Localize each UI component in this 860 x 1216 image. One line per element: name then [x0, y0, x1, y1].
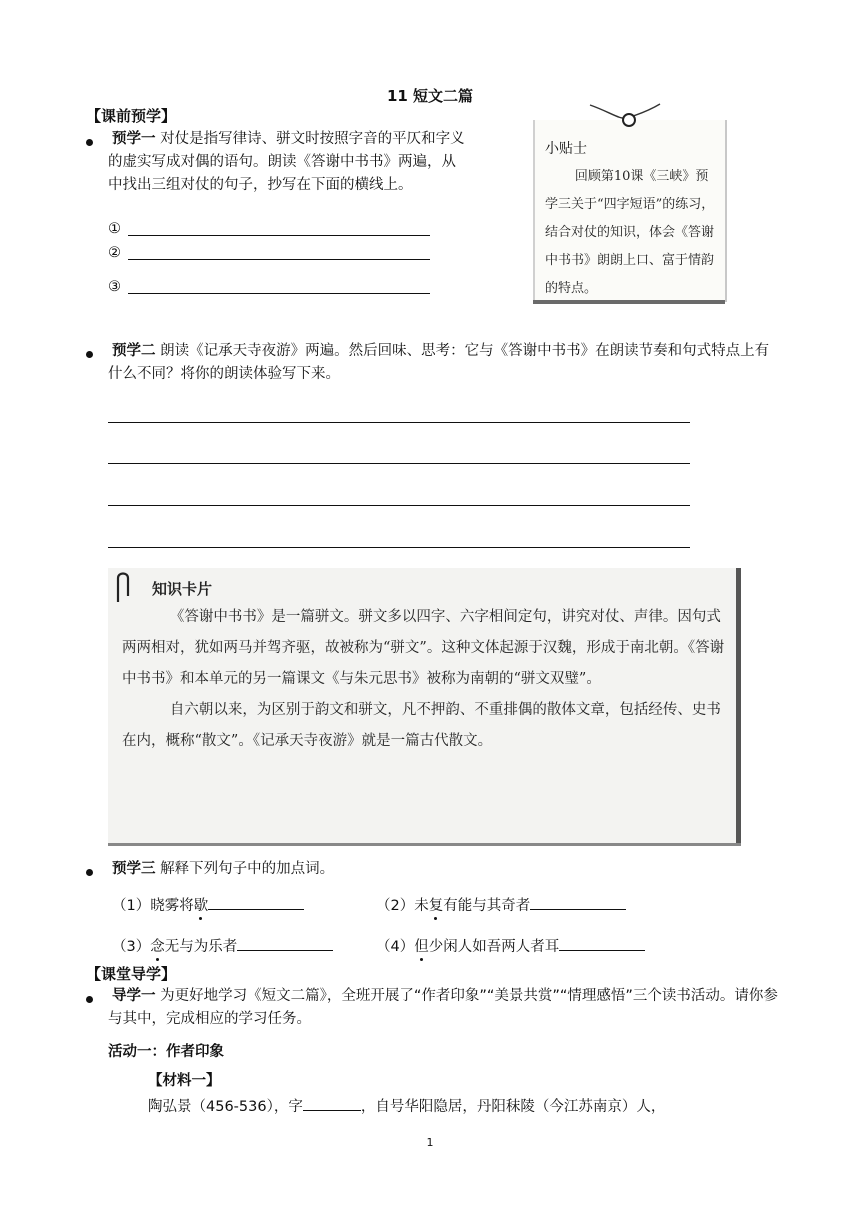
writing-line[interactable]: [108, 505, 690, 506]
tip-title: 小贴士: [545, 141, 587, 157]
question-3-text: （3）: [112, 939, 151, 955]
question-4: [376, 934, 645, 959]
string-tag-icon: [585, 100, 665, 130]
material-1-heading: 【材料一】: [148, 1073, 221, 1089]
tip-text: 回顾第10课《三峡》预学三关于“四字短语”的练习，结合对仗的知识，体会《答谢中书书》朗朗上口、富于情韵的特点。: [545, 169, 715, 296]
answer-line-1[interactable]: [128, 235, 430, 236]
knowledge-card-text: [122, 602, 730, 757]
page-number: 1: [426, 1136, 434, 1149]
page-title: 11 短文二篇: [386, 87, 474, 105]
question-2-text-rest: 有能与其奇者: [443, 898, 531, 914]
answer-line-3[interactable]: [128, 293, 430, 294]
pre-study-2: [108, 340, 773, 386]
material-1-text-a: 陶弘景（456-536），字: [148, 1099, 303, 1115]
material-1-text-b: ，自号华阳隐居，丹阳秣陵（今江苏南京）人，: [360, 1099, 666, 1115]
bullet-icon: [86, 869, 93, 876]
question-1: [112, 893, 304, 918]
pre-study-1-label: 预学一: [112, 131, 156, 147]
writing-line[interactable]: [108, 463, 690, 464]
answer-marker-1: ①: [108, 221, 121, 237]
dotted-word: 念: [150, 939, 165, 955]
question-1-text: （1）晓雾将: [112, 898, 194, 914]
guide-study-1-label: 导学一: [112, 988, 156, 1004]
knowledge-card-bottom: [108, 843, 741, 846]
pre-study-1: [108, 128, 466, 197]
material-1-text: [148, 1094, 788, 1119]
pre-study-3-label: 预学三: [112, 861, 156, 877]
answer-blank[interactable]: [530, 893, 626, 910]
dotted-word: 复: [428, 898, 444, 914]
answer-marker-3: ③: [108, 279, 121, 295]
question-4-text-rest: 少闲人如吾两人者耳: [428, 939, 560, 955]
question-3-text-rest: 无与为乐者: [164, 939, 238, 955]
question-4-text: （4）: [376, 939, 415, 955]
paperclip-icon: [112, 570, 134, 604]
bullet-icon: [86, 139, 93, 146]
writing-line[interactable]: [108, 547, 690, 548]
pre-study-3: [108, 858, 334, 881]
answer-blank[interactable]: [559, 934, 645, 951]
pre-study-2-text: 朗读《记承天寺夜游》两遍。然后回味、思考：它与《答谢中书书》在朗读节奏和句式特点上有什么不同？将你的朗读体验写下来。: [108, 343, 770, 382]
guide-study-1-text: 为更好地学习《短文二篇》，全班开展了“作者印象”“美景共赏”“情理感悟”三个读书活动。请你参与其中，完成相应的学习任务。: [108, 988, 778, 1027]
pre-study-1-text: 对仗是指写律诗、骈文时按照字音的平仄和字义的虚实写成对偶的语句。朗读《答谢中书书》两遍，从中找出三组对仗的句子，抄写在下面的横线上。: [108, 131, 465, 193]
answer-blank[interactable]: [303, 1094, 361, 1111]
knowledge-card-paragraph: 《答谢中书书》是一篇骈文。骈文多以四字、六字相间定句，讲究对仗、声律。因句式两两相对，犹如两马并驾齐驱，故被称为“骈文”。这种文体起源于汉魏，形成于南北朝。《答谢中书书》和本单元的另一篇课文《与朱元思书》被称为南朝的“骈文双璧”。: [122, 609, 725, 687]
dotted-word: 但: [414, 939, 429, 955]
knowledge-card-title: 知识卡片: [152, 580, 213, 598]
answer-line-2[interactable]: [128, 259, 430, 260]
pre-study-3-text: 解释下列句子中的加点词。: [155, 861, 335, 877]
question-3: [112, 934, 333, 959]
question-2: [376, 893, 626, 918]
answer-blank[interactable]: [237, 934, 333, 951]
section-heading-preview: 【课前预学】: [86, 107, 177, 125]
knowledge-card-paragraph: 自六朝以来，为区别于韵文和骈文，凡不押韵、不重排偶的散体文章，包括经传、史书在内，概称“散文”。《记承天寺夜游》就是一篇古代散文。: [122, 702, 721, 749]
pre-study-2-label: 预学二: [112, 343, 156, 359]
writing-line[interactable]: [108, 422, 690, 423]
bullet-icon: [86, 351, 93, 358]
dotted-word: 歇: [193, 898, 209, 914]
answer-blank[interactable]: [208, 893, 304, 910]
activity-1-heading: 活动一：作者印象: [108, 1044, 224, 1060]
guide-study-1: [108, 985, 780, 1031]
knowledge-card-edge: [736, 568, 741, 846]
answer-marker-2: ②: [108, 245, 121, 261]
question-2-text: （2）未: [376, 898, 429, 914]
section-heading-classroom: 【课堂导学】: [86, 965, 177, 983]
bullet-icon: [86, 996, 93, 1003]
